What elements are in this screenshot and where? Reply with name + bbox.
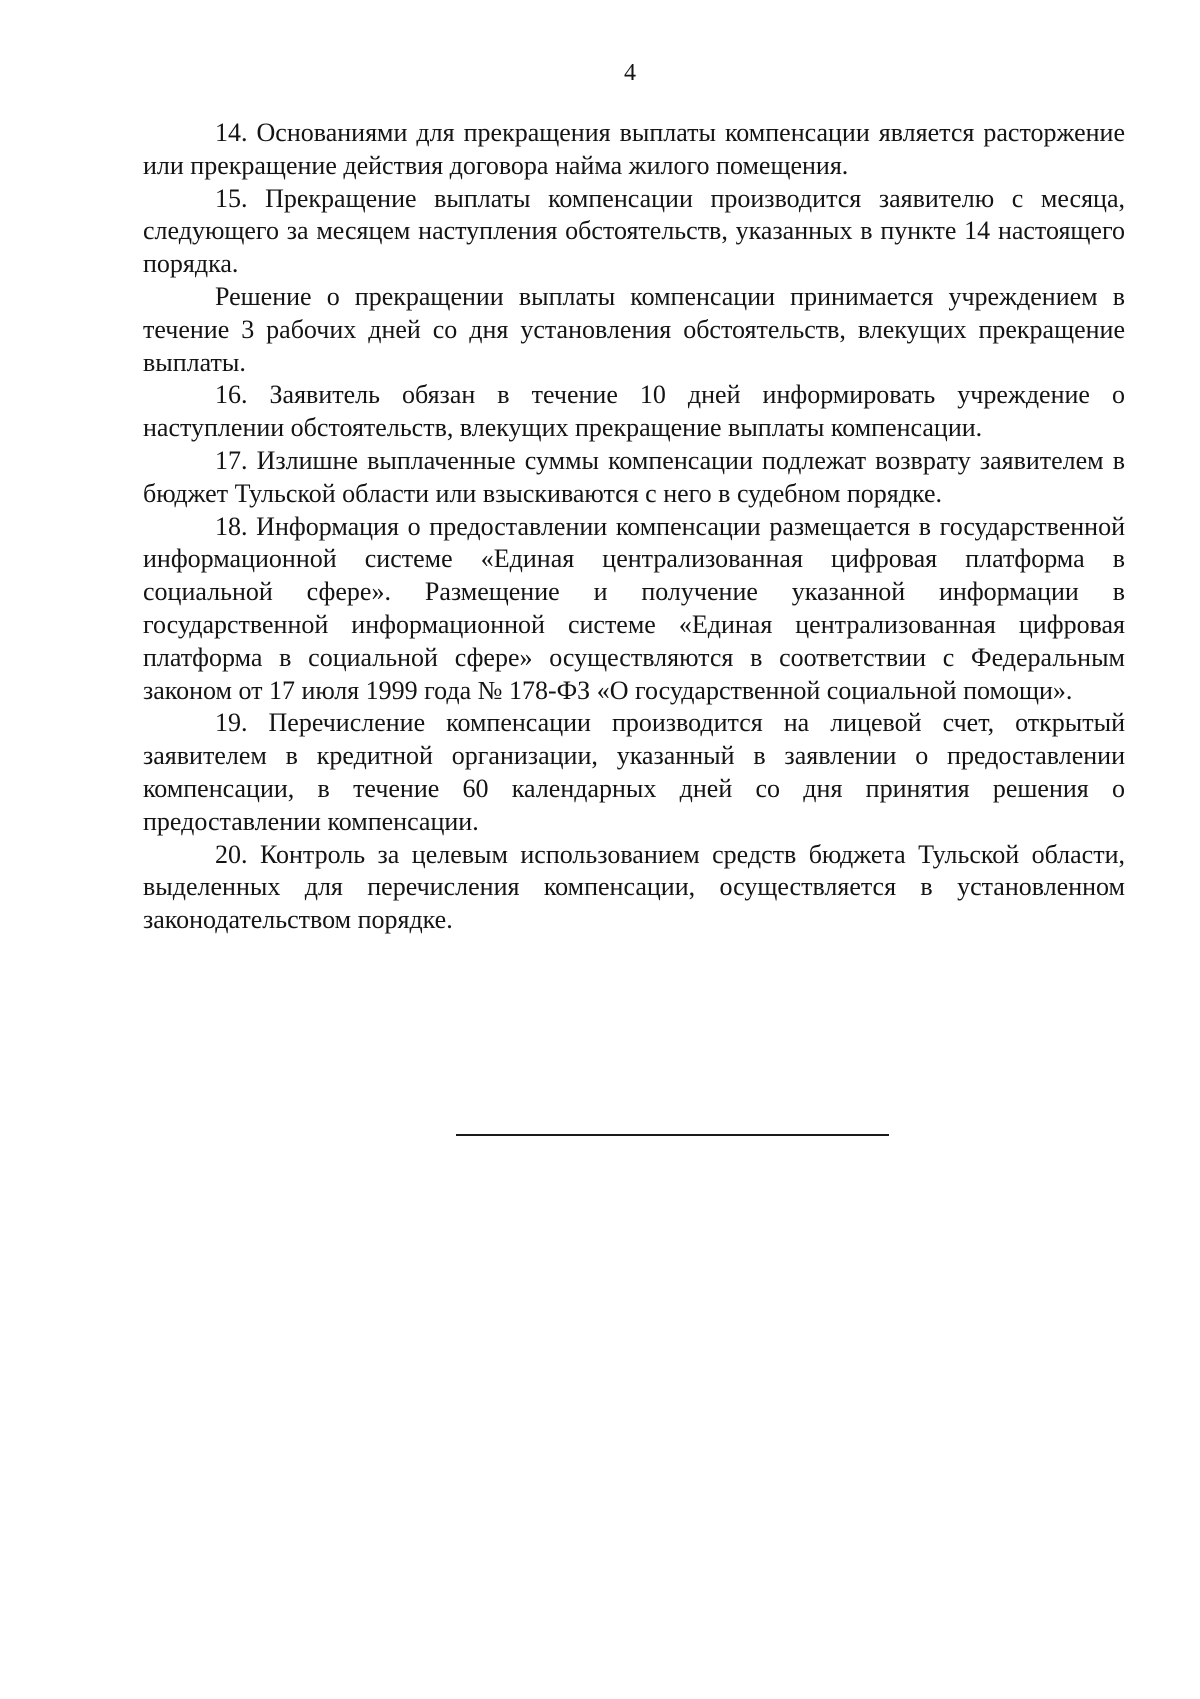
paragraph-14: 14. Основаниями для прекращения выплаты компенсации является расторжение или прекращение действия договора найма жилого помещения. <box>143 118 1125 180</box>
paragraph-19: 19. Перечисление компенсации производится на лицевой счет, открытый заявителем в кредитной организации, указанный в заявлении о предоставлении компенсации, в течение 60 календарных дней со дня принятия решения о предоставлении компенсации. <box>143 708 1125 836</box>
paragraph-17: 17. Излишне выплаченные суммы компенсации подлежат возврату заявителем в бюджет Тульской области или взыскиваются с него в судебном порядке. <box>143 445 1125 508</box>
paragraph-18: 18. Информация о предоставлении компенсации размещается в государственной информационной системе «Единая централизованная цифровая платформа в социальной сфере». Размещение и получение указанной информации в государственной информационной системе «Единая централизованная цифровая платформа в социальной сфере» осуществляются в соответствии с Федеральным законом от 17 июля 1999 года № 178-ФЗ «О государственной социальной помощи». <box>143 511 1125 705</box>
paragraph-15-decision: Решение о прекращении выплаты компенсации принимается учреждением в течение 3 рабочих дней со дня установления обстоятельств, влекущих прекращение выплаты. <box>143 281 1125 377</box>
paragraph-15: 15. Прекращение выплаты компенсации производится заявителю с месяца, следующего за месяцем наступления обстоятельств, указанных в пункте 14 настоящего порядка. <box>143 183 1125 279</box>
document-body <box>143 117 1125 937</box>
paragraph-16: 16. Заявитель обязан в течение 10 дней информировать учреждение о наступлении обстоятельств, влекущих прекращение выплаты компенсации. <box>143 380 1125 443</box>
end-of-document-rule <box>456 1134 889 1136</box>
paragraph-20: 20. Контроль за целевым использованием средств бюджета Тульской области, выделенных для перечисления компенсации, осуществляется в установленном законодательством порядке. <box>143 839 1125 935</box>
page-number: 4 <box>624 60 636 86</box>
